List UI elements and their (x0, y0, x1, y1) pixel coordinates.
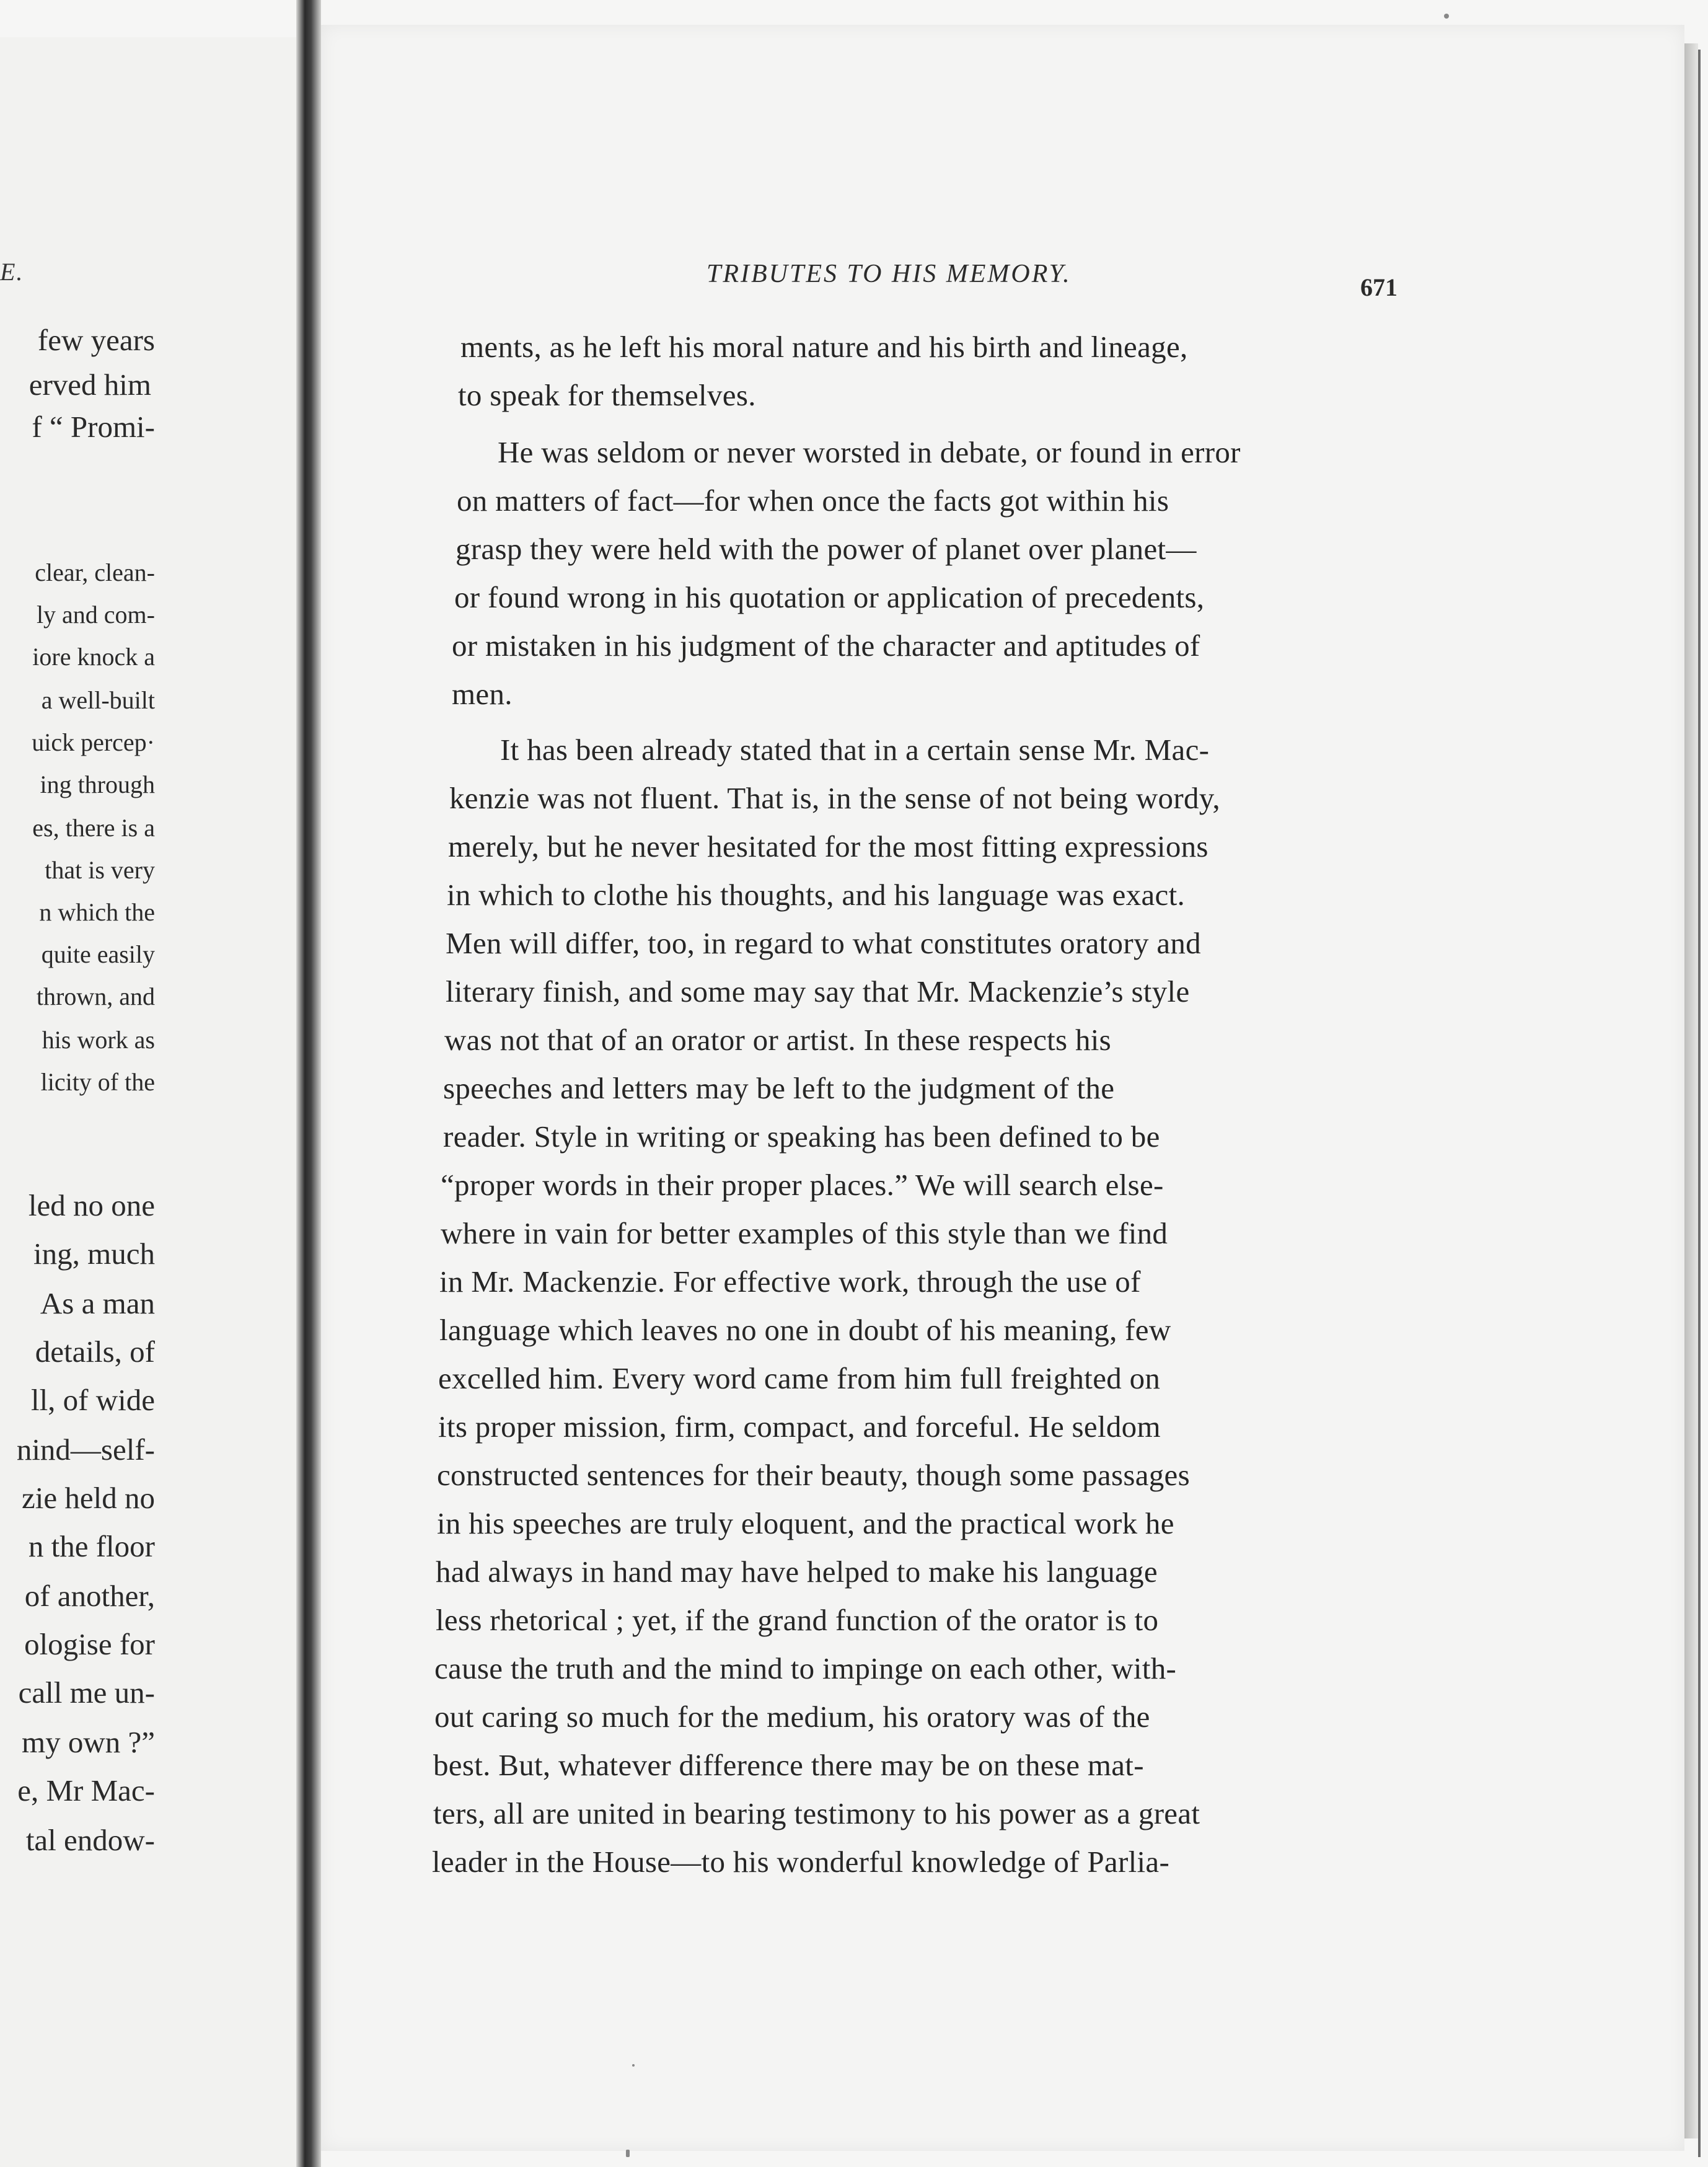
body-text-line: speeches and letters may be left to the judgment of the (443, 1071, 1115, 1105)
body-text-line: on matters of fact—for when once the facts got within his (457, 483, 1169, 518)
left-text-line: e, Mr Mac- (17, 1773, 155, 1807)
body-text-line: to speak for themselves. (458, 378, 756, 412)
left-text-line: of another, (24, 1579, 155, 1613)
body-text-line: He was seldom or never worsted in debate, or found in error (498, 435, 1241, 469)
body-text-line: reader. Style in writing or speaking has been defined to be (443, 1119, 1160, 1154)
left-text-line: a well-built (41, 686, 155, 714)
body-text-line: in which to clothe his thoughts, and his language was exact. (447, 878, 1186, 912)
body-text-line: ments, as he left his moral nature and his birth and lineage, (460, 330, 1188, 364)
page-number: 671 (1360, 273, 1398, 301)
left-text-line: details, of (35, 1335, 155, 1369)
left-text-line: clear, clean- (35, 558, 155, 586)
body-text-line: in Mr. Mackenzie. For effective work, through the use of (439, 1264, 1141, 1299)
page-edge-line (1698, 50, 1701, 2157)
left-text-line: thrown, and (36, 982, 155, 1010)
body-text-line: ters, all are united in bearing testimony to his power as a great (433, 1796, 1200, 1830)
left-running-head: E. (0, 258, 24, 286)
left-text-line: my own ?” (22, 1725, 155, 1759)
body-text-line: less rhetorical ; yet, if the grand function of the orator is to (436, 1603, 1159, 1637)
left-text-line: erved him (29, 368, 151, 402)
left-text-line: As a man (40, 1286, 155, 1320)
body-text-line: was not that of an orator or artist. In these respects his (444, 1023, 1112, 1057)
left-text-line: uick percep· (32, 728, 155, 756)
body-text-line: grasp they were held with the power of planet over planet— (456, 532, 1197, 566)
body-text-line: had always in hand may have helped to make his language (436, 1555, 1158, 1589)
body-text-line: its proper mission, firm, compact, and forceful. He seldom (438, 1410, 1161, 1444)
left-text-line: zie held no (22, 1481, 155, 1515)
body-text-line: Men will differ, too, in regard to what constitutes oratory and (446, 926, 1201, 960)
left-text-line: n the floor (28, 1529, 155, 1563)
page-edge (1684, 43, 1698, 2138)
left-text-line: few years (37, 323, 155, 357)
left-text-line: es, there is a (32, 814, 155, 842)
left-text-line: n which the (39, 898, 155, 926)
scan-speck (626, 2150, 630, 2157)
body-text-line: in his speeches are truly eloquent, and the practical work he (437, 1506, 1174, 1540)
left-text-line: ing through (40, 770, 155, 798)
scan-speck (632, 2064, 635, 2067)
body-text-line: or found wrong in his quotation or application of precedents, (454, 580, 1205, 614)
body-text-line: It has been already stated that in a certain sense Mr. Mac- (500, 733, 1210, 767)
left-text-line: f “ Promi- (32, 410, 155, 444)
left-text-line: that is very (45, 856, 155, 884)
left-text-line: tal endow- (25, 1823, 155, 1857)
body-text-line: merely, but he never hesitated for the most fitting expressions (448, 829, 1208, 863)
body-text-line: or mistaken in his judgment of the character and aptitudes of (452, 629, 1200, 663)
book-gutter (296, 0, 321, 2167)
left-text-line: call me un- (18, 1675, 155, 1710)
left-text-line: licity of the (40, 1068, 155, 1096)
body-text-line: where in vain for better examples of this style than we find (441, 1216, 1168, 1250)
left-text-line: ologise for (24, 1627, 155, 1661)
body-text-line: language which leaves no one in doubt of his meaning, few (439, 1313, 1171, 1347)
left-text-line: ly and com- (36, 601, 155, 629)
left-text-line: iore knock a (32, 643, 155, 671)
body-text-line: out caring so much for the medium, his oratory was of the (434, 1700, 1150, 1734)
left-text-line: his work as (42, 1026, 155, 1054)
body-text-line: constructed sentences for their beauty, though some passages (437, 1458, 1190, 1492)
left-text-line: led no one (28, 1188, 155, 1222)
body-text-line: men. (452, 677, 513, 711)
body-text-line: leader in the House—to his wonderful knowledge of Parlia- (432, 1845, 1170, 1879)
body-text-line: excelled him. Every word came from him full freighted on (438, 1361, 1161, 1395)
body-text-line: literary finish, and some may say that Mr. Mackenzie’s style (446, 974, 1190, 1008)
left-text-line: ll, of wide (30, 1383, 155, 1417)
running-head: TRIBUTES TO HIS MEMORY. (707, 260, 1072, 288)
left-text-line: ing, much (33, 1237, 155, 1271)
body-text-line: kenzie was not fluent. That is, in the sense of not being wordy, (449, 781, 1220, 815)
scan-speck (1444, 14, 1449, 19)
left-text-line: nind—self- (16, 1432, 155, 1467)
body-text-line: best. But, whatever difference there may be on these mat- (433, 1748, 1144, 1782)
body-text-line: “proper words in their proper places.” We will search else- (441, 1168, 1164, 1202)
body-text-line: cause the truth and the mind to impinge on each other, with- (434, 1651, 1177, 1685)
left-text-line: quite easily (41, 940, 155, 968)
